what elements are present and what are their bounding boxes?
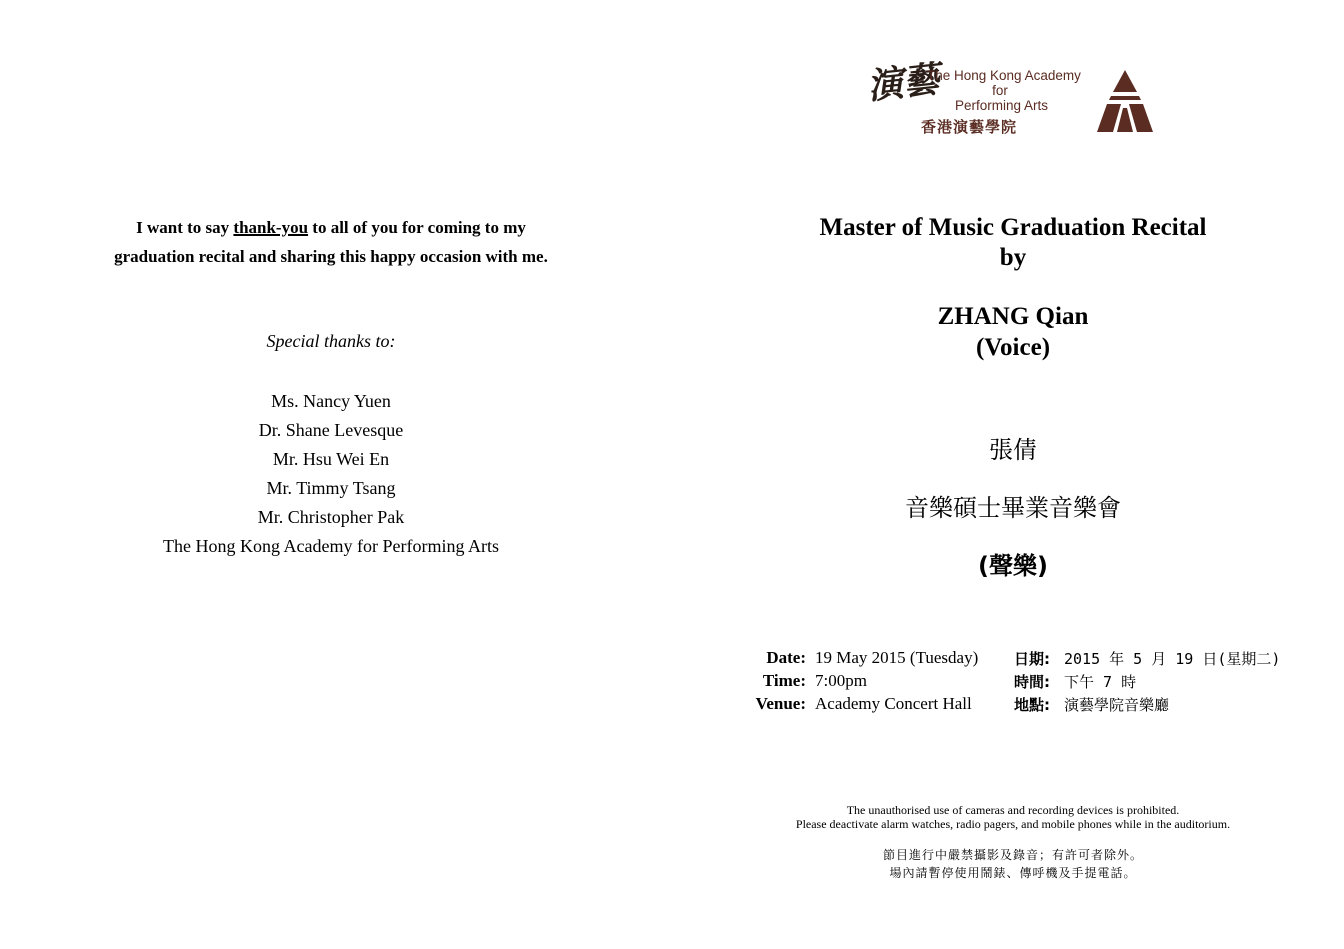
notice-chinese-line2: 場內請暫停使用鬧錶、傳呼機及手提電話。: [889, 866, 1137, 880]
logo-line3: Performing Arts: [955, 98, 1049, 113]
performer-name-chinese: 張倩: [989, 436, 1037, 464]
thanks-list-item: Mr. Hsu Wei En: [272, 449, 390, 469]
recital-title: Master of Music Graduation Recital: [819, 214, 1207, 241]
logo-calligraphy: 演藝: [865, 58, 942, 108]
time-row: [752, 671, 1282, 694]
academy-logo: [865, 58, 1167, 142]
time-label: Time:: [762, 671, 806, 690]
logo-chinese-name: 香港演藝學院: [921, 118, 1018, 136]
thanks-message-underlined: thank-you: [233, 218, 309, 237]
time-label-chinese: 時間:: [1014, 673, 1050, 691]
venue-row: [752, 694, 1282, 717]
thanks-message-line2: graduation recital and sharing this happy occasion with me.: [114, 247, 548, 266]
recital-title-block: [682, 213, 1344, 273]
date-label: Date:: [766, 648, 806, 667]
time-value: 7:00pm: [815, 671, 867, 690]
performer-block: [682, 301, 1344, 363]
thanks-list-item: Mr. Timmy Tsang: [266, 478, 396, 498]
date-row: [752, 648, 1282, 671]
venue-label-chinese: 地點:: [1014, 696, 1050, 714]
right-page: [682, 0, 1344, 949]
thanks-list-item: Ms. Nancy Yuen: [271, 391, 391, 411]
date-value-chinese: 2015 年 5 月 19 日(星期二): [1064, 650, 1281, 668]
thanks-message: [0, 213, 662, 271]
notice-english-line2: Please deactivate alarm watches, radio pagers, and mobile phones while in the auditorium.: [795, 817, 1231, 831]
venue-value: Academy Concert Hall: [815, 694, 972, 713]
thanks-list-item: The Hong Kong Academy for Performing Arts: [163, 536, 499, 556]
venue-label: Venue:: [755, 694, 806, 713]
time-value-chinese: 下午 7 時: [1064, 673, 1137, 691]
date-label-chinese: 日期:: [1014, 650, 1050, 668]
logo-line1: The Hong Kong Academy: [927, 68, 1081, 83]
logo-english-name: [925, 68, 1095, 113]
notice-english-line1: The unauthorised use of cameras and recording devices is prohibited.: [846, 803, 1180, 817]
notice-chinese-line1: 節目進行中嚴禁攝影及錄音；有許可者除外。: [882, 848, 1143, 862]
notice-chinese: [682, 846, 1344, 882]
date-value: 19 May 2015 (Tuesday): [815, 648, 979, 667]
performer-instrument-chinese: (聲樂): [978, 552, 1048, 580]
performer-name: ZHANG Qian: [937, 303, 1089, 330]
thanks-list: [0, 387, 662, 561]
thanks-message-line1: [0, 213, 662, 242]
thanks-list-item: Dr. Shane Levesque: [258, 420, 404, 440]
thanks-message-part1: I want to say: [136, 218, 234, 237]
academy-emblem-icon: [1093, 68, 1157, 134]
thanks-message-part2: to all of you for coming to my: [308, 218, 526, 237]
notice-english: [682, 803, 1344, 831]
performer-instrument: (Voice): [975, 334, 1051, 361]
special-thanks-heading: Special thanks to:: [266, 331, 396, 351]
recital-title-chinese: 音樂碩士畢業音樂會: [905, 494, 1121, 522]
event-details: [752, 648, 1282, 717]
left-page: [0, 0, 662, 949]
logo-line2: for: [992, 83, 1008, 98]
thanks-list-item: Mr. Christopher Pak: [257, 507, 405, 527]
recital-by: by: [999, 244, 1027, 271]
venue-value-chinese: 演藝學院音樂廳: [1064, 696, 1170, 714]
